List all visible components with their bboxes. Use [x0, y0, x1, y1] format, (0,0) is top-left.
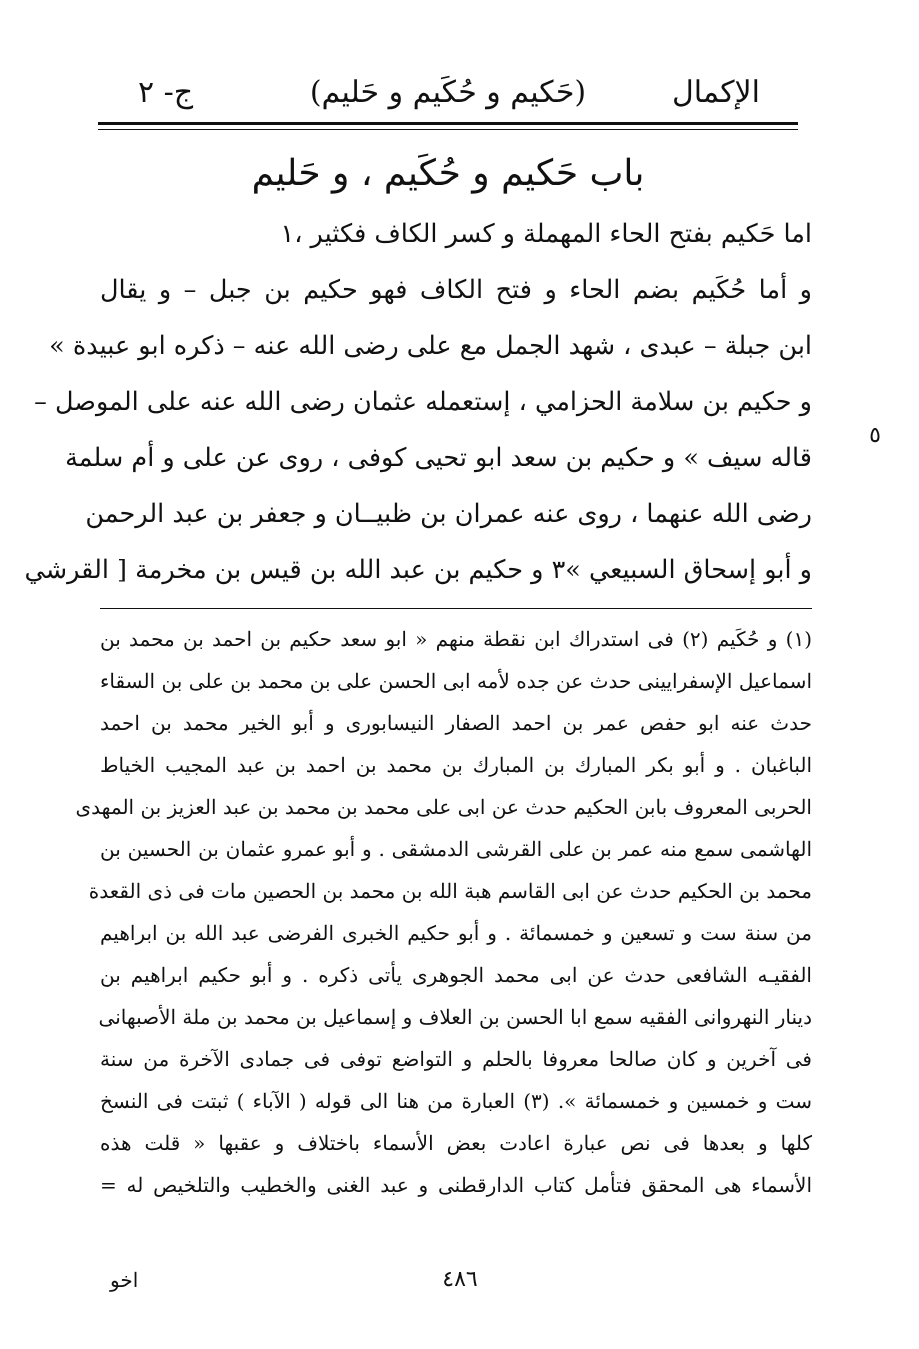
footnote-line: ست و خمسين و خمسمائة ». (٣) العبارة من هنا الى قوله ( الآباء ) ثبتت فى النسخ — [100, 1089, 812, 1113]
main-text-line: اما حَكيم بفتح الحاء المهملة و كسر الكاف فكثير ،١ — [280, 219, 812, 249]
main-text-line: ابن جبلة – عبدی ، شهد الجمل مع علی رضی الله عنه – ذکره ابو عبیدة » — [49, 331, 812, 361]
footnote-line: الأسماء هى المحقق فتأمل كتاب الدارقطنى و عبد الغنى والخطيب والتلخيص له = — [100, 1173, 812, 1197]
footnote-line: دينار النهروانى الفقيه سمع ابا الحسن بن العلاف و إسماعيل بن محمد بن ملة الأصبهانى — [98, 1005, 812, 1029]
footnotes — [75, 618, 813, 1206]
main-text-line: رضی الله عنهما ، روی عنه عمران بن ظبیــان و جعفر بن عبد الرحمن — [85, 499, 812, 529]
header-rule-thick — [98, 122, 798, 125]
main-text-line: و حكيم بن سلامة الحزامي ، إستعمله عثمان رضى الله عنه على الموصل – — [34, 387, 812, 417]
main-text-line: قاله سيف » و حكيم بن سعد ابو تحيى كوفى ، روى عن على و أم سلمة — [65, 443, 812, 473]
page-number: ٤٨٦ — [442, 1267, 478, 1292]
chapter-title: باب حَكيم و حُكَيم ، و حَليم — [251, 153, 645, 194]
footnote-separator — [100, 608, 812, 609]
footnote-line: حدث عنه ابو حفص عمر بن احمد الصفار النيسابورى و أبو الخير محمد بن احمد — [100, 711, 812, 735]
footnote-line: فى آخرين و كان صالحا معروفا بالحلم و التواضع توفى فى جمادى الآخرة من سنة — [100, 1047, 812, 1071]
main-text — [24, 206, 812, 598]
footnote-line: محمد بن الحكيم حدث عن ابى القاسم هبة الله بن محمد بن الحصين مات فى ذى القعدة — [88, 879, 812, 903]
footnote-line: الفقيـه الشافعى حدث عن ابى محمد الجوهرى يأتى ذكره . و أبو حكيم ابراهيم بن — [100, 963, 812, 987]
running-header — [98, 70, 798, 116]
catchword: اخو — [110, 1268, 139, 1292]
footnote-line: الباغبان . و أبو بكر المبارك بن المبارك بن محمد بن احمد بن عبد المجيب الخياط — [100, 753, 812, 777]
volume-number: ج- ٢ — [138, 75, 194, 110]
footnote-line: كلها و بعدها فى نص عبارة اعادت بعض الأسماء باختلاف و عقبها « قلت هذه — [100, 1131, 812, 1155]
header-rule-thin — [98, 129, 798, 130]
main-text-line: و أبو إسحاق السبيعي »٣ و حكيم بن عبد الله بن قيس بن مخرمة [ القرشي — [24, 555, 812, 585]
footnote-line: الحربى المعروف بابن الحكيم حدث عن ابى على محمد بن محمد بن عبد العزيز بن المهدى — [75, 795, 812, 819]
footnote-line: الهاشمى سمع منه عمر بن على القرشى الدمشقى . و أبو عمرو عثمان بن الحسين بن — [100, 837, 813, 861]
main-text-line: و أما حُكَيم بضم الحاء و فتح الكاف فهو حكيم بن جبل – و يقال — [100, 275, 812, 305]
margin-line-number: ٥ — [869, 423, 881, 448]
book-title: الإكمال — [671, 75, 760, 110]
footnote-line: اسماعيل الإسفرايينى حدث عن جده لأمه ابى الحسن على بن محمد بن على بن السقاء — [100, 669, 812, 693]
footnote-line: من سنة ست و تسعين و خمسمائة . و أبو حكيم الخبرى الفرضى عبد الله بن ابراهيم — [100, 921, 812, 945]
footnote-line: (١) و حُكَيم (٢) فى استدراك ابن نقطة منهم « ابو سعد حكيم بن احمد بن محمد بن — [100, 627, 812, 651]
section-title: (حَكيم و حُكَيم و حَليم) — [309, 75, 587, 110]
